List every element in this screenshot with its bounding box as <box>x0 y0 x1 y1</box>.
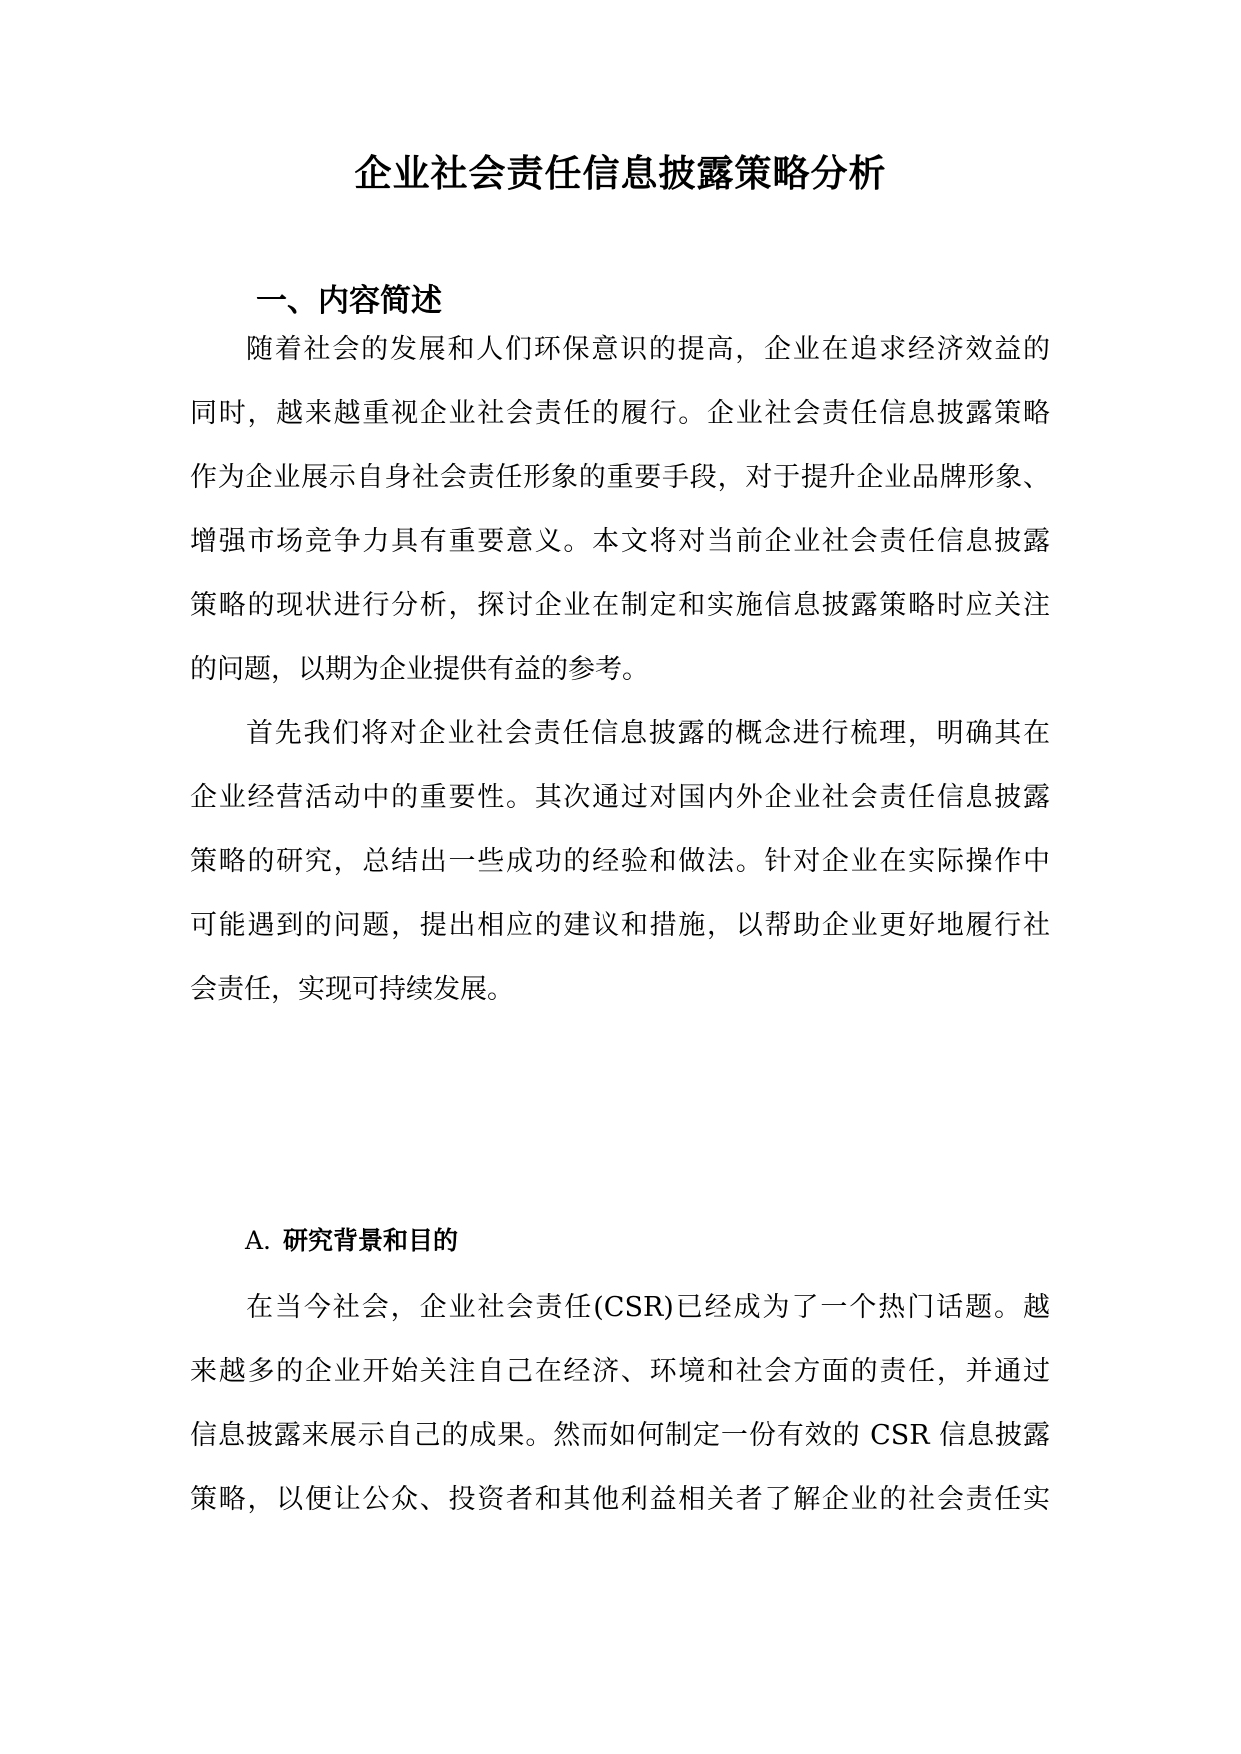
paragraph-line: 在当今社会，企业社会责任(CSR)已经成为了一个热门话题。越 <box>246 1292 1050 1323</box>
section-heading-1: 一、内容简述 <box>256 283 442 319</box>
paragraph-line: 企业经营活动中的重要性。其次通过对国内外企业社会责任信息披露 <box>190 782 1050 813</box>
paragraph-line: 首先我们将对企业社会责任信息披露的概念进行梳理，明确其在 <box>246 718 1050 749</box>
paragraph-line: 信息披露来展示自己的成果。然而如何制定一份有效的 CSR 信息披露 <box>190 1420 1050 1451</box>
subsection-heading-a <box>245 1224 458 1258</box>
paragraph-line: 会责任，实现可持续发展。 <box>190 974 514 1005</box>
paragraph-line: 同时，越来越重视企业社会责任的履行。企业社会责任信息披露策略 <box>190 398 1050 429</box>
paragraph-line: 策略的研究，总结出一些成功的经验和做法。针对企业在实际操作中 <box>190 846 1050 877</box>
document-title: 企业社会责任信息披露策略分析 <box>354 152 887 195</box>
paragraph-line: 策略的现状进行分析，探讨企业在制定和实施信息披露策略时应关注 <box>190 590 1050 621</box>
subsection-label: A. <box>245 1226 272 1255</box>
paragraph-line: 可能遇到的问题，提出相应的建议和措施，以帮助企业更好地履行社 <box>190 910 1050 941</box>
paragraph-line: 增强市场竞争力具有重要意义。本文将对当前企业社会责任信息披露 <box>190 526 1050 557</box>
paragraph-line: 作为企业展示自身社会责任形象的重要手段，对于提升企业品牌形象、 <box>190 462 1050 493</box>
paragraph-line: 随着社会的发展和人们环保意识的提高，企业在追求经济效益的 <box>246 334 1050 365</box>
subsection-title: 研究背景和目的 <box>283 1226 459 1255</box>
paragraph-line: 策略，以便让公众、投资者和其他利益相关者了解企业的社会责任实 <box>190 1484 1050 1515</box>
paragraph-line: 来越多的企业开始关注自己在经济、环境和社会方面的责任，并通过 <box>190 1356 1050 1387</box>
paragraph-line: 的问题，以期为企业提供有益的参考。 <box>190 654 649 685</box>
